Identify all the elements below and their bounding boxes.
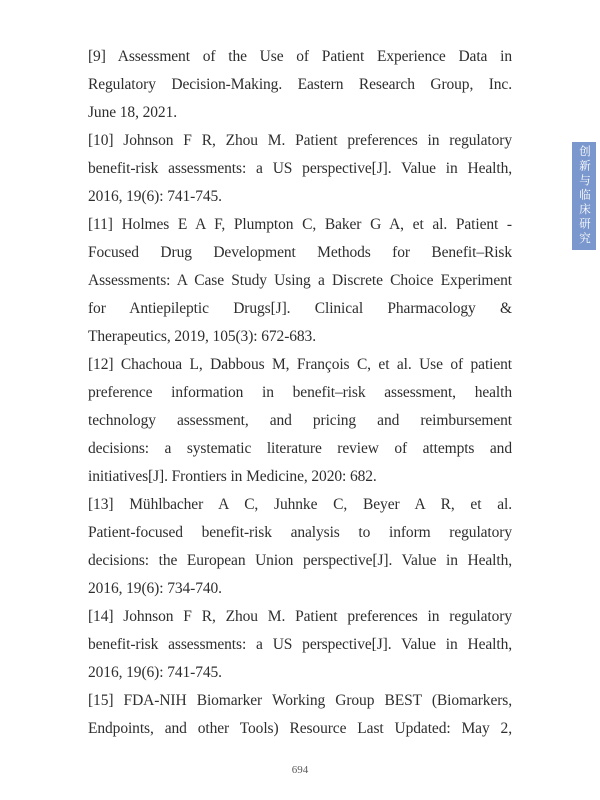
reference-line: [14] Johnson F R, Zhou M. Patient preferences in regulatory — [88, 608, 512, 625]
reference-line: 2016, 19(6): 734-740. — [88, 580, 222, 597]
reference-entry — [88, 351, 512, 491]
chapter-side-tab-label: 创新与临床研究 — [578, 145, 590, 247]
reference-entry — [88, 127, 512, 211]
reference-entry — [88, 687, 512, 743]
reference-line: for Antiepileptic Drugs[J]. Clinical Pharmacology & — [88, 300, 512, 317]
reference-entry — [88, 603, 512, 687]
reference-line: [10] Johnson F R, Zhou M. Patient preferences in regulatory — [88, 132, 512, 149]
reference-line: [15] FDA-NIH Biomarker Working Group BEST (Biomarkers, — [88, 692, 512, 709]
references-list — [88, 43, 512, 743]
reference-entry — [88, 211, 512, 351]
reference-entry — [88, 491, 512, 603]
reference-line: Focused Drug Development Methods for Benefit–Risk — [88, 244, 512, 261]
reference-line: Therapeutics, 2019, 105(3): 672-683. — [88, 328, 316, 345]
reference-line: benefit-risk assessments: a US perspective[J]. Value in Health, — [88, 636, 512, 653]
reference-line: Patient-focused benefit-risk analysis to inform regulatory — [88, 524, 512, 541]
reference-line: [13] Mühlbacher A C, Juhnke C, Beyer A R, et al. — [88, 496, 512, 513]
reference-line: preference information in benefit–risk assessment, health — [88, 384, 512, 401]
reference-line: Regulatory Decision-Making. Eastern Research Group, Inc. — [88, 76, 512, 93]
reference-line: decisions: the European Union perspective[J]. Value in Health, — [88, 552, 512, 569]
reference-line: decisions: a systematic literature review of attempts and — [88, 440, 512, 457]
reference-line: 2016, 19(6): 741-745. — [88, 188, 222, 205]
page-number: 694 — [291, 764, 309, 776]
reference-line: benefit-risk assessments: a US perspective[J]. Value in Health, — [88, 160, 512, 177]
reference-line: [9] Assessment of the Use of Patient Experience Data in — [88, 48, 512, 65]
reference-line: [12] Chachoua L, Dabbous M, François C, et al. Use of patient — [88, 356, 512, 373]
reference-line: initiatives[J]. Frontiers in Medicine, 2020: 682. — [88, 468, 377, 485]
reference-line: 2016, 19(6): 741-745. — [88, 664, 222, 681]
reference-line: technology assessment, and pricing and reimbursement — [88, 412, 512, 429]
chapter-side-tab — [572, 142, 596, 250]
reference-line: June 18, 2021. — [88, 104, 178, 121]
reference-line: [11] Holmes E A F, Plumpton C, Baker G A, et al. Patient ‐ — [88, 216, 512, 233]
reference-entry — [88, 43, 512, 127]
reference-line: Assessments: A Case Study Using a Discrete Choice Experiment — [88, 272, 512, 289]
reference-line: Endpoints, and other Tools) Resource Last Updated: May 2, — [88, 720, 512, 737]
